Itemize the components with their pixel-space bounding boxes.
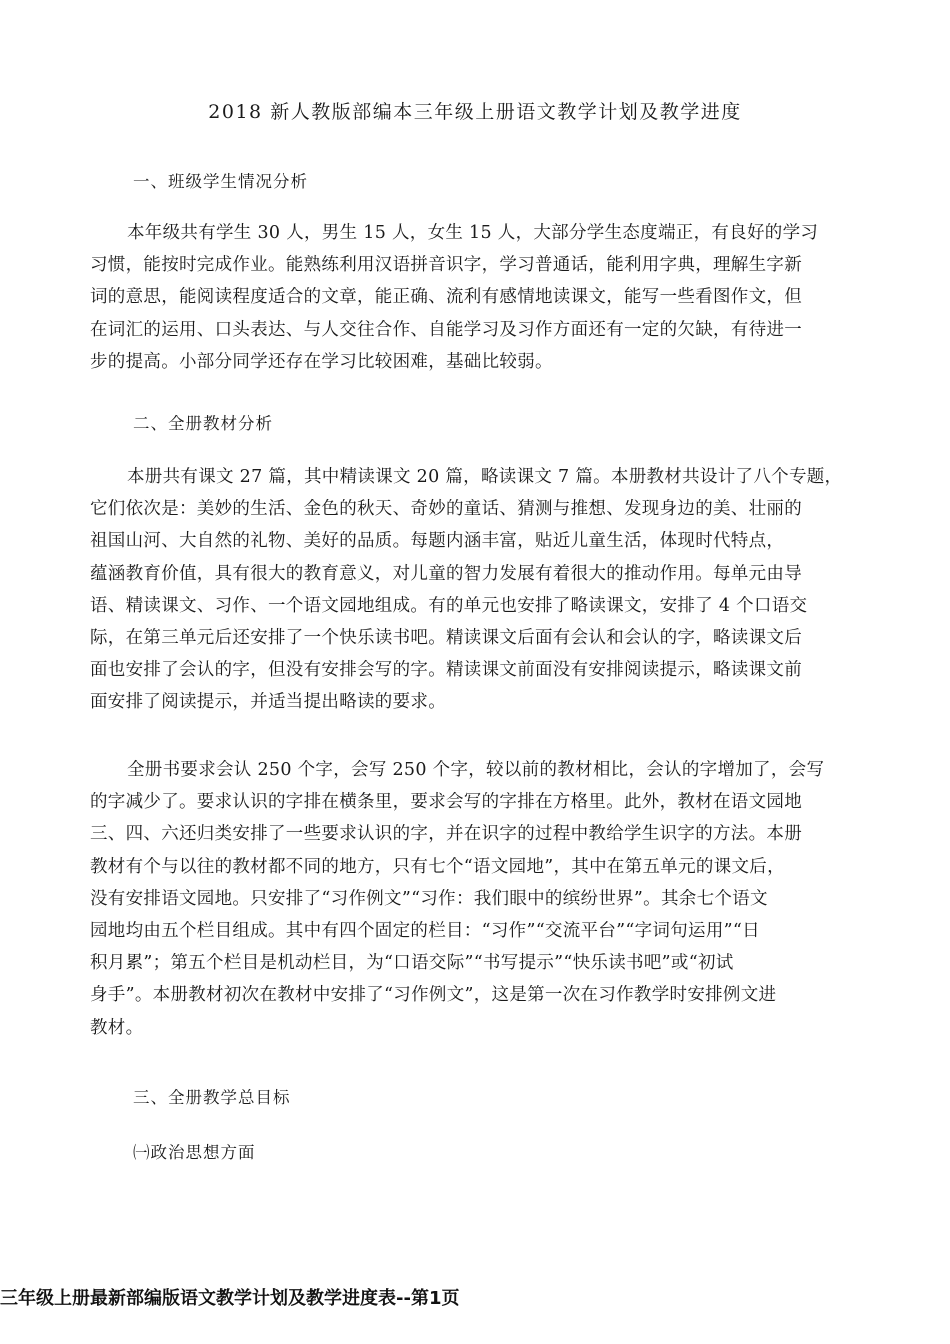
paragraph-line: 的字减少了。要求认识的字排在横条里，要求会写的字排在方格里。此外，教材在语文园地: [90, 792, 802, 813]
paragraph-line: 习惯，能按时完成作业。能熟练利用汉语拼音识字，学习普通话，能利用字典，理解生字新: [90, 255, 802, 276]
paragraph-line: 三、四、六还归类安排了一些要求认识的字，并在识字的过程中教给学生识字的方法。本册: [90, 824, 802, 845]
paragraph-line: 教材有个与以往的教材都不同的地方，只有七个“语文园地”，其中在第五单元的课文后，: [90, 856, 785, 877]
paragraph-line: 全册书要求会认 250 个字，会写 250 个字，较以前的教材相比，会认的字增加了，会写: [127, 760, 825, 780]
paragraph-line: 词的意思，能阅读程度适合的文章，能正确、流利有感情地读课文，能写一些看图作文，但: [90, 287, 802, 308]
paragraph-line: 面也安排了会认的字，但没有安排会写的字。精读课文前面没有安排阅读提示，略读课文前: [90, 660, 802, 681]
subheading-political-thought: ㈠政治思想方面: [133, 1143, 256, 1162]
paragraph-line: 身手”。本册教材初次在教材中安排了“习作例文”，这是第一次在习作教学时安排例文进: [90, 985, 777, 1006]
paragraph-line: 面安排了阅读提示，并适当提出略读的要求。: [90, 692, 446, 713]
paragraph-class-analysis: [90, 217, 860, 378]
paragraph-line: 没有安排语文园地。只安排了“习作例文”“习作：我们眼中的缤纷世界”。其余七个语文: [90, 888, 768, 909]
paragraph-line: 积月累”；第五个栏目是机动栏目，为“口语交际”“书写提示”“快乐读书吧”或“初试: [90, 953, 734, 974]
paragraph-line: 语、精读课文、习作、一个语文园地组成。有的单元也安排了略读课文，安排了 4 个口语交: [90, 595, 808, 616]
paragraph-textbook-analysis-2: [90, 754, 860, 1044]
paragraph-line: 它们依次是：美妙的生活、金色的秋天、奇妙的童话、猜测与推想、发现身边的美、壮丽的: [90, 499, 802, 520]
paragraph-line: 本册共有课文 27 篇，其中精读课文 20 篇，略读课文 7 篇。本册教材共设计了八个专题，: [127, 467, 843, 487]
section-heading-class-analysis: 一、班级学生情况分析: [133, 172, 308, 191]
paragraph-line: 步的提高。小部分同学还存在学习比较困难，基础比较弱。: [90, 351, 553, 372]
paragraph-line: 教材。: [90, 1017, 144, 1038]
paragraph-line: 祖国山河、大自然的礼物、美好的品质。每题内涵丰富，贴近儿童生活，体现时代特点，: [90, 531, 785, 552]
paragraph-line: 际，在第三单元后还安排了一个快乐读书吧。精读课文后面有会认和会认的字，略读课文后: [90, 628, 802, 649]
section-heading-teaching-goals: 三、全册教学总目标: [133, 1088, 291, 1107]
page-footer: 三年级上册最新部编版语文教学计划及教学进度表--第1页: [0, 1288, 460, 1309]
paragraph-line: 园地均由五个栏目组成。其中有四个固定的栏目：“习作”“交流平台”“字词句运用”“日: [90, 921, 760, 942]
paragraph-textbook-analysis-1: [90, 461, 860, 719]
section-heading-textbook-analysis: 二、全册教材分析: [133, 414, 273, 433]
paragraph-line: 本年级共有学生 30 人，男生 15 人，女生 15 人，大部分学生态度端正，有良好的学习: [127, 223, 819, 243]
document-title: 2018 新人教版部编本三年级上册语文教学计划及教学进度: [208, 101, 742, 123]
paragraph-line: 蕴涵教育价值，具有很大的教育意义，对儿童的智力发展有着很大的推动作用。每单元由导: [90, 563, 802, 584]
paragraph-line: 在词汇的运用、口头表达、与人交往合作、自能学习及习作方面还有一定的欠缺，有待进一: [90, 319, 802, 340]
